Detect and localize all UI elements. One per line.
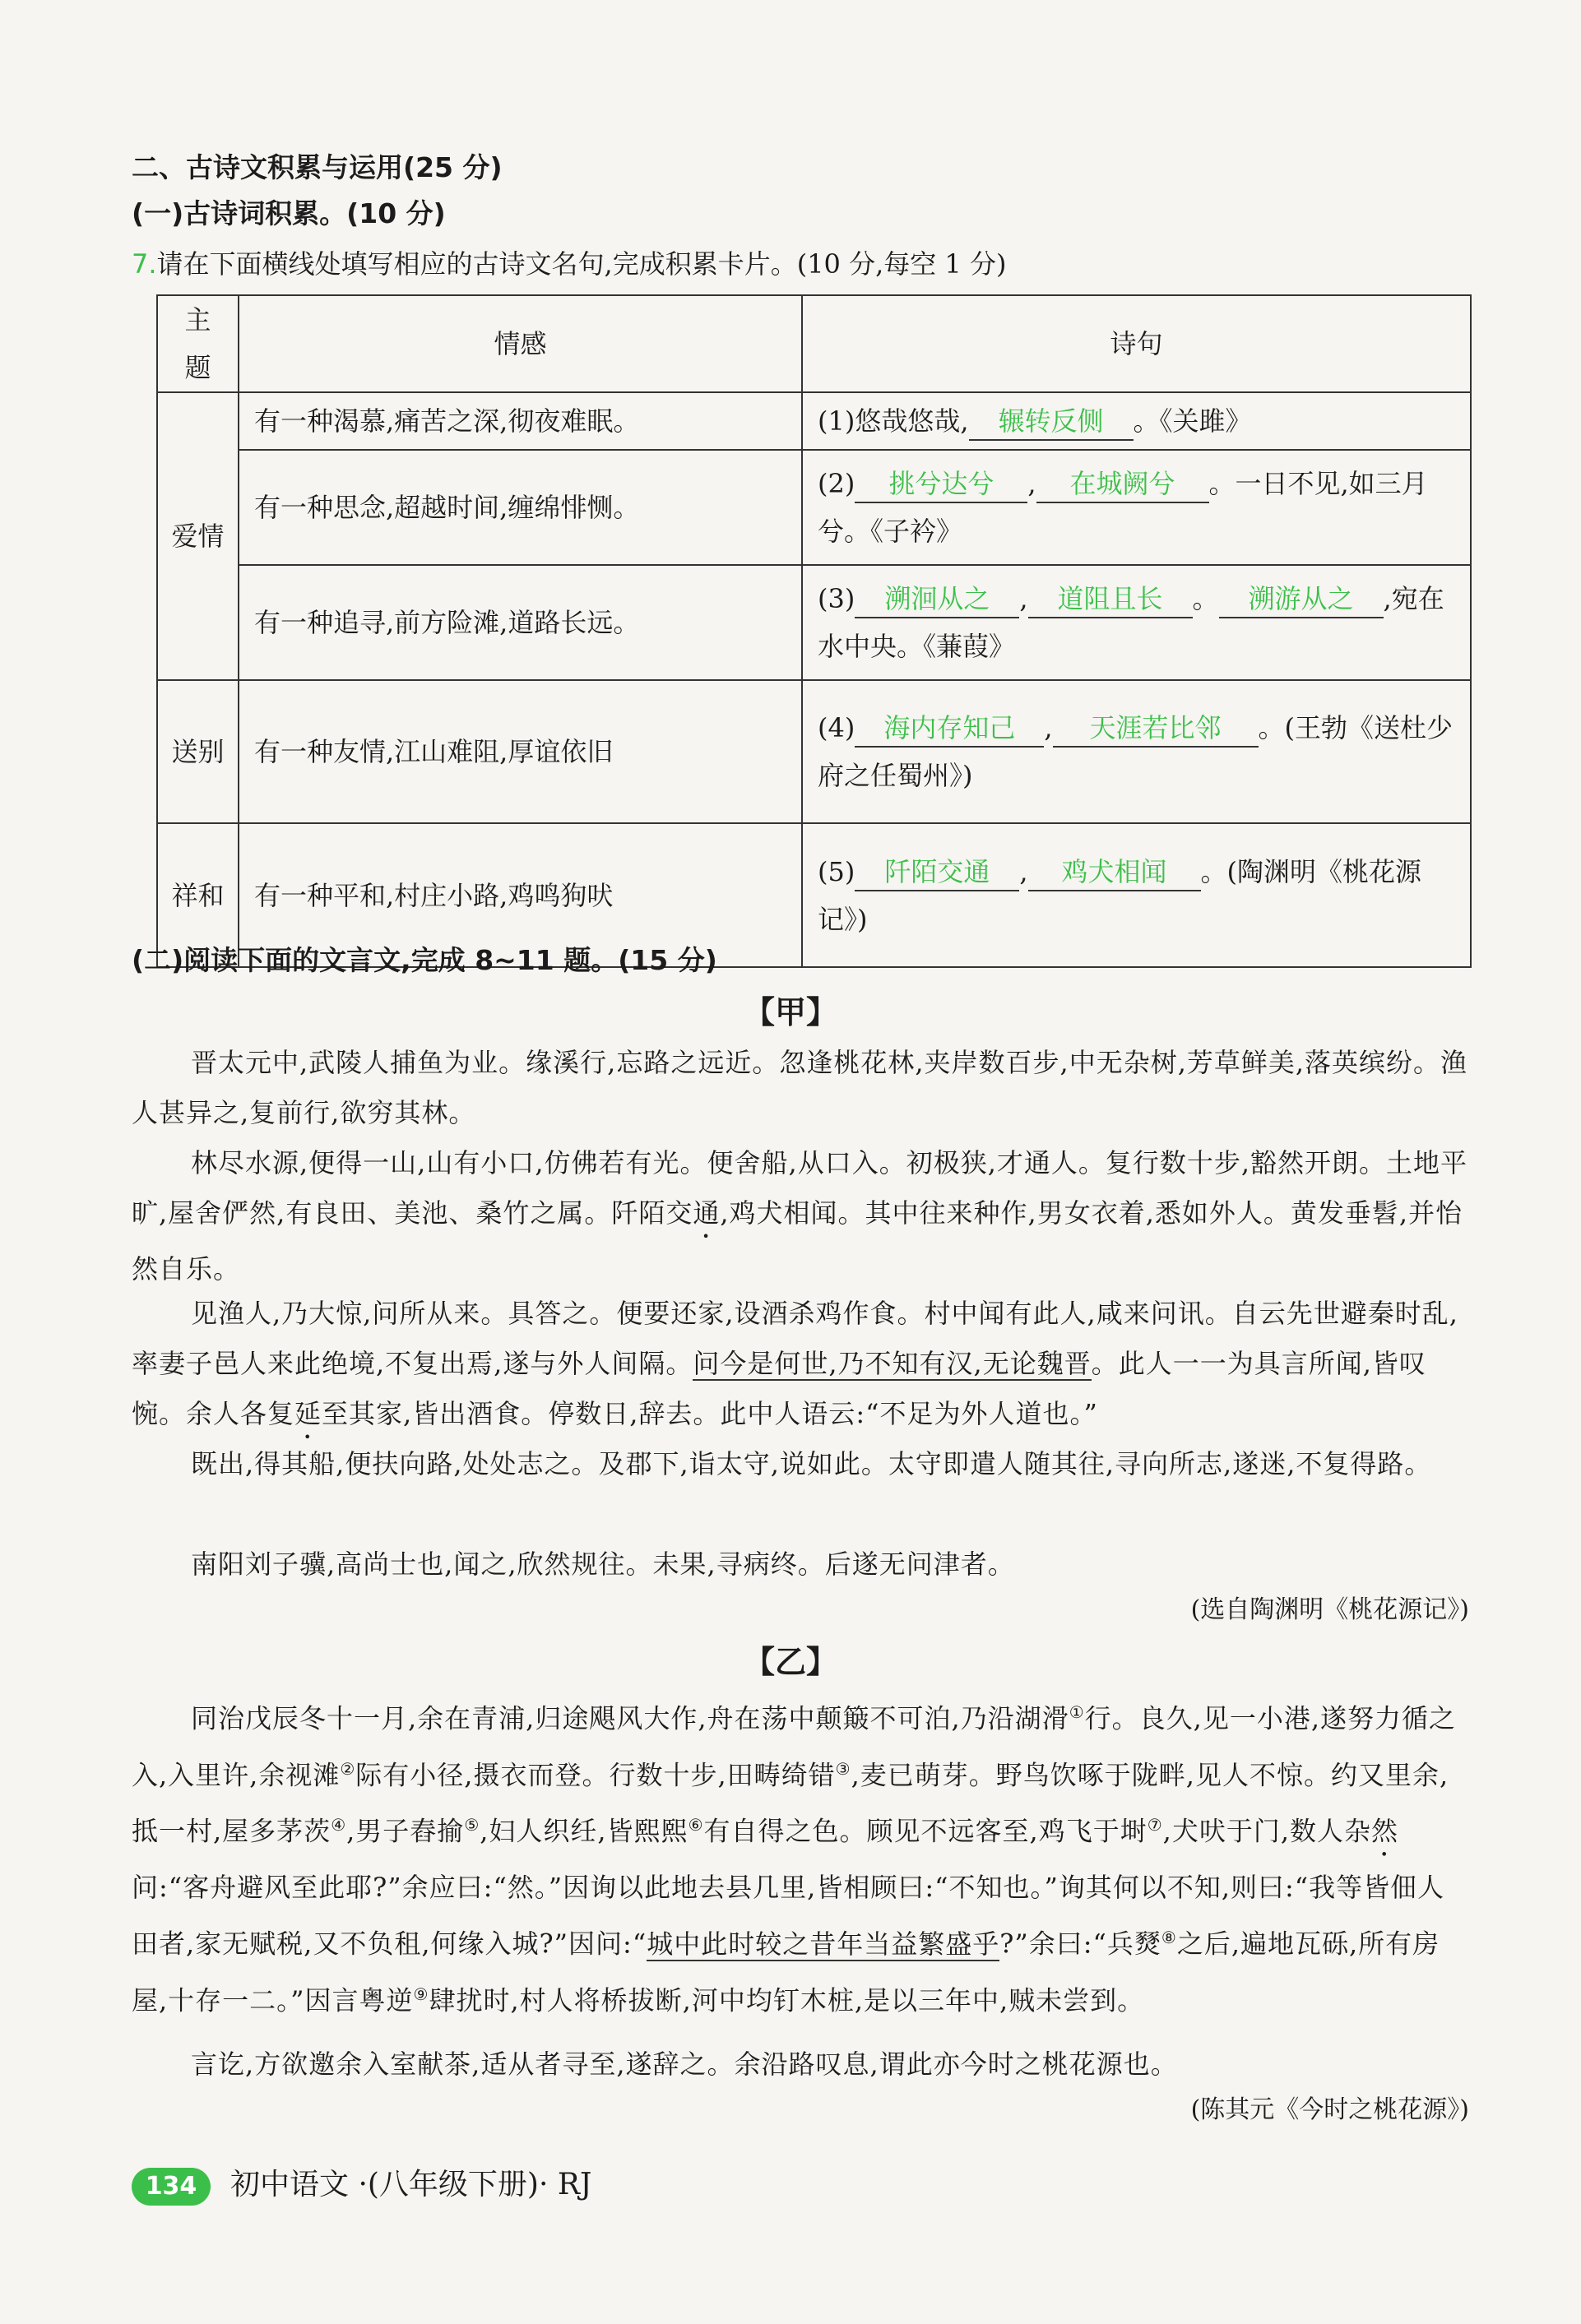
page-footer [132,2161,591,2206]
footnote-marker: ② [340,1758,356,1779]
answer-blank: 溯洄从之 [855,581,1019,618]
footnote-marker: ⑦ [1147,1815,1163,1836]
question-7 [132,243,1006,281]
header-poem: 诗句 [802,295,1471,392]
book-title: 初中语文 ·(八年级下册)· RJ [230,2168,592,2201]
answer-blank: 辗转反侧 [969,403,1134,441]
header-theme: 主题 [157,295,239,392]
table-row [157,680,1471,823]
answer-blank: 阡陌交通 [855,854,1019,891]
passage-jia-label: 【甲】 [743,994,837,1030]
poem-cell: (1)悠哉悠哉, 辗转反侧 。《关雎》 [802,392,1471,450]
table-row [157,565,1471,680]
footnote-marker: ⑧ [1161,1927,1177,1947]
emphasis-dot-word: 延 [294,1398,322,1429]
answer-blank: 海内存知己 [855,710,1044,748]
page-number-badge: 134 [132,2168,211,2206]
emotion-cell: 有一种友情,江山难阻,厚谊依旧 [239,680,802,823]
poem-cell: (4) 海内存知己 , 天涯若比邻 。(王勃《送杜少府之任蜀州》) [802,680,1471,823]
question-number: 7. [132,248,157,280]
yi-paragraph-1: 同治戊辰冬十一月,余在青浦,归途飓风大作,舟在荡中颠簸不可泊,乃沿湖滑①行。良久,见一小港,遂努力循之入,入里许,余视滩②际有小径,摄衣而登。行数十步,田畴绮错③,麦已萌芽。野鸟饮啄于陇畔,见人不惊。约又里余,抵一村,屋多茅茨④,男子舂揄⑤,妇人织纴,皆熙熙⑥有自得之色。顾见不远客至,鸡飞于埘⑦,犬吠于门,数人杂然问:“客舟避风至此耶?”余应曰:“然。”因询以此地去县几里,皆相顾曰:“不知也。”询其何以不知,则曰:“我等皆佃人田者,家无赋税,又不负租,何缘入城?”因问:“城中此时较之昔年当益繁盛乎?”余曰:“兵燹⑧之后,遍地瓦砾,所有房屋,十存一二。”因言粤逆⑨肆扰时,村人将桥拔断,河中均钉木桩,是以三年中,贼未尝到。 [132,1702,1456,2016]
emotion-cell: 有一种追寻,前方险滩,道路长远。 [239,565,802,680]
jia-paragraph-2: 林尽水源,便得一山,山有小口,仿佛若有光。便舍船,从口入。初极狭,才通人。复行数十步,豁然开朗。土地平旷,屋舍俨然,有良田、美池、桑竹之属。阡陌交通,鸡犬相闻。其中往来种作,男女衣着,悉如外人。黄发垂髫,并怡然自乐。 [132,1147,1468,1285]
emotion-cell: 有一种渴慕,痛苦之深,彻夜难眠。 [239,392,802,450]
poem-cell: (3) 溯洄从之 , 道阻且长 。 溯游从之 ,宛在水中央。《蒹葭》 [802,565,1471,680]
emotion-cell: 有一种思念,超越时间,缠绵悱恻。 [239,450,802,565]
theme-cell: 爱情 [157,392,239,680]
jia-paragraph-5: 南阳刘子骥,高尚士也,闻之,欣然规往。未果,寻病终。后遂无问津者。 [191,1549,1015,1580]
underlined-sentence: 城中此时较之昔年当益繁盛乎 [647,1928,1000,1960]
footnote-marker: ③ [835,1758,851,1779]
jia-paragraph-3: 见渔人,乃大惊,问所从来。具答之。便要还家,设酒杀鸡作食。村中闻有此人,咸来问讯。自云先世避秦时乱,率妻子邑人来此绝境,不复出焉,遂与外人间隔。问今是何世,乃不知有汉,无论魏晋。此人一一为具言所闻,皆叹惋。余人各复延至其家,皆出酒食。停数日,辞去。此中人语云:“不足为外人道也。” [132,1298,1458,1429]
yi-source: (陈其元《今时之桃花源》) [1190,2095,1469,2124]
section-title: 二、古诗文积累与运用(25 分) [132,151,503,183]
footnote-marker: ④ [331,1815,347,1836]
answer-blank: 鸡犬相闻 [1028,854,1201,891]
answer-blank: 挑兮达兮 [855,465,1027,503]
answer-blank: 天涯若比邻 [1053,710,1259,748]
underlined-sentence: 问今是何世,乃不知有汉,无论魏晋 [693,1348,1092,1379]
emphasis-dot-word: 通 [693,1197,721,1229]
header-emotion: 情感 [239,295,802,392]
jia-source: (选自陶渊明《桃花源记》) [1190,1595,1469,1624]
jia-paragraph-1: 晋太元中,武陵人捕鱼为业。缘溪行,忘路之远近。忽逢桃花林,夹岸数百步,中无杂树,芳草鲜美,落英缤纷。渔人甚异之,复前行,欲穷其林。 [132,1047,1468,1128]
footnote-marker: ① [1069,1702,1085,1722]
footnote-marker: ⑤ [464,1815,480,1836]
yi-paragraph-2: 言讫,方欲邀余入室献茶,适从者寻至,遂辞之。余沿路叹息,谓此亦今时之桃花源也。 [191,2049,1178,2080]
poem-cell: (5) 阡陌交通 , 鸡犬相闻 。(陶渊明《桃花源记》) [802,823,1471,967]
jia-paragraph-4: 既出,得其船,便扶向路,处处志之。及郡下,诣太守,说如此。太守即遣人随其往,寻向所志,遂迷,不复得路。 [191,1448,1432,1479]
answer-blank: 溯游从之 [1219,581,1384,618]
table-row [157,450,1471,565]
table-row [157,392,1471,450]
answer-blank: 在城阙兮 [1036,465,1209,503]
poem-cell: (2) 挑兮达兮 , 在城阙兮 。一日不见,如三月兮。《子衿》 [802,450,1471,565]
footnote-marker: ⑨ [413,1984,429,2004]
theme-cell: 祥和 [157,823,239,967]
accumulation-card-table [156,294,1472,968]
emphasis-dot-word: 然 [1371,1815,1399,1847]
theme-cell: 送别 [157,680,239,823]
answer-blank: 道阻且长 [1028,581,1193,618]
emotion-cell: 有一种平和,村庄小路,鸡鸣狗吠 [239,823,802,967]
subsection-title-2: (二)阅读下面的文言文,完成 8~11 题。(15 分) [132,944,717,976]
table-header-row [157,295,1471,392]
footnote-marker: ⑥ [688,1815,704,1836]
passage-yi-label: 【乙】 [743,1644,837,1680]
question-text: 请在下面横线处填写相应的古诗文名句,完成积累卡片。(10 分,每空 1 分) [156,248,1007,280]
subsection-title-1: (一)古诗词积累。(10 分) [132,197,446,229]
